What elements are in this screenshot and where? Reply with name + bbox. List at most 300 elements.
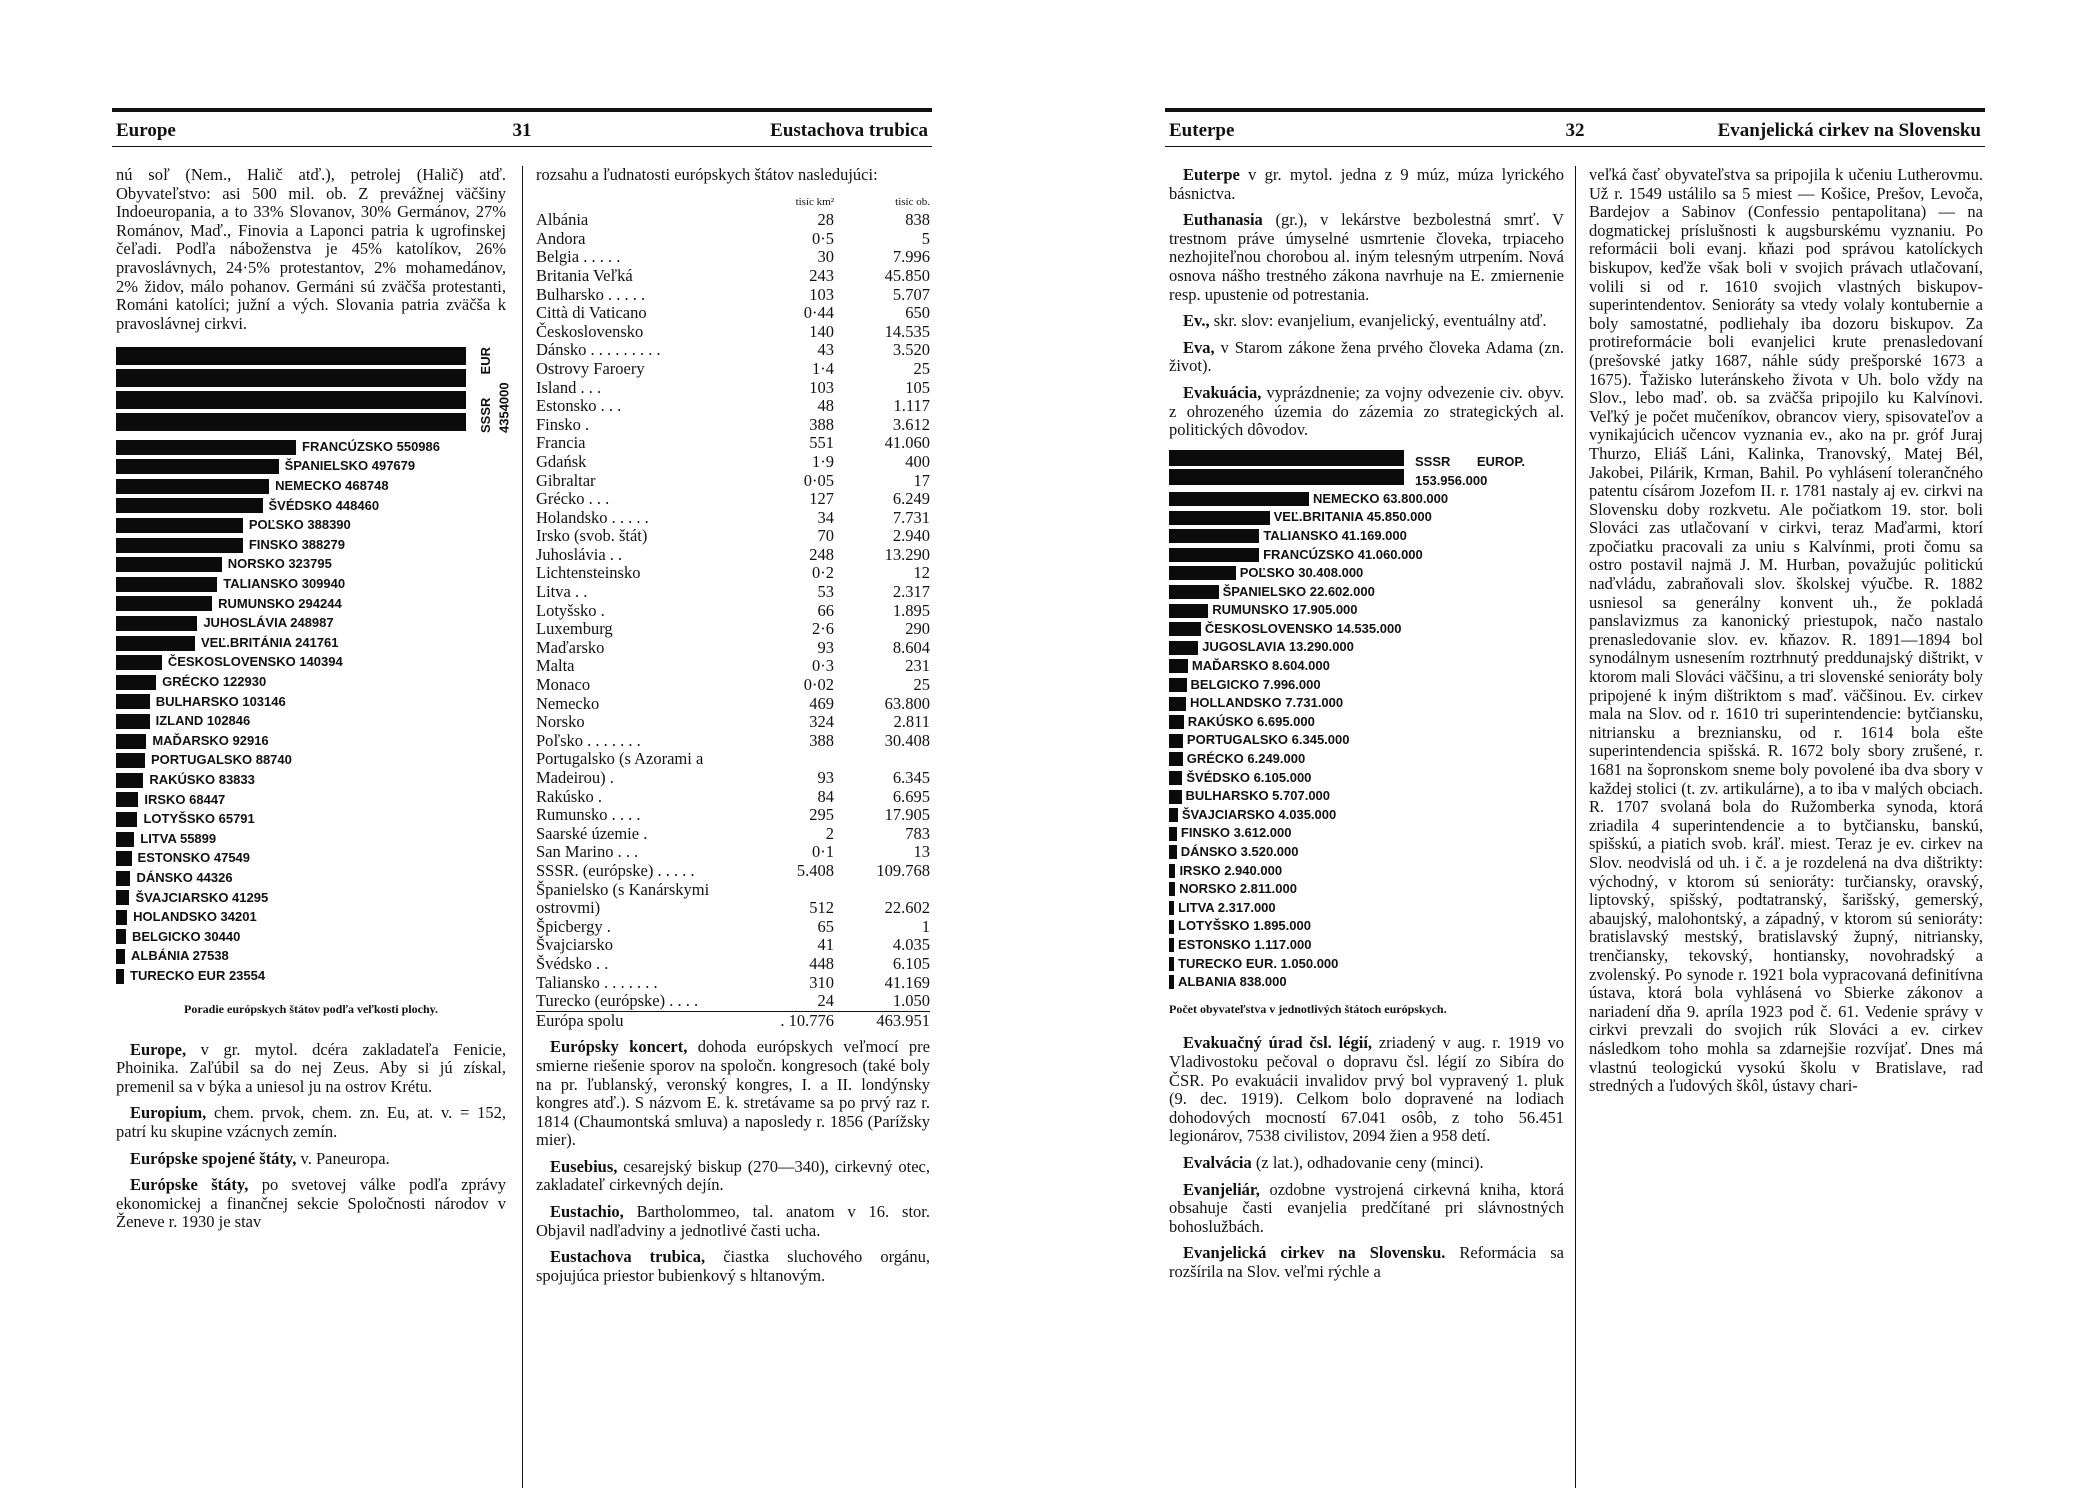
bar-row [116, 496, 506, 516]
state-area: 30 [817, 247, 834, 267]
bar [1169, 585, 1219, 599]
bar-row [116, 829, 506, 849]
bar-row [1169, 824, 1564, 843]
bar [116, 518, 243, 533]
bar [1169, 845, 1177, 859]
bar [1169, 659, 1188, 673]
bar [116, 694, 150, 709]
state-population: 6.695 [892, 786, 930, 806]
entry-headword: Eva, [1183, 337, 1215, 357]
state-population: 838 [905, 210, 930, 230]
bar [1169, 938, 1174, 952]
bar-row [116, 731, 506, 751]
bar-label: NEMECKO 63.800.000 [1313, 490, 1449, 506]
bar-label: IZLAND 102846 [155, 713, 251, 729]
state-name: Finsko . [536, 414, 590, 434]
state-name: Španielsko (s Kanárskymi [536, 879, 710, 899]
bar [116, 910, 127, 925]
bar [1169, 678, 1187, 692]
intro-text: nú soľ (Nem., Halič atď.), petrolej (Halič) atď. Obyvateľstvo: asi 500 mil. ob. Z prevážnej väčšiny Indoeuropania, a to 33% Slovanov, 30% Germánov, 27% Románov, Maď., Finovia a Laponci patria k ugrofinskej čeľadi. Podľa náboženstva je 45% katolíkov, 26% pravoslávnych, 24·5% protestantov, 2% mohamedánov, 2% židov, málo pohanov. Germáni sú zväčša protestanti, Románi katolíci; južní a vých. Slovania patria zväčša k pravoslávnej cirkvi. [116, 165, 506, 333]
state-population: 13 [913, 842, 930, 862]
bar [1169, 450, 1404, 466]
bar-label: DÁNSKO 3.520.000 [1180, 844, 1299, 859]
bar-row [1169, 713, 1564, 732]
bar [116, 969, 124, 984]
state-name: Dánsko . . . . . . . . . [536, 340, 661, 360]
bar [1169, 827, 1177, 841]
bar [1169, 882, 1175, 896]
table-row [536, 583, 930, 602]
table-row [536, 620, 930, 639]
population-chart-caption: Počet obyvateľstva v jednotlivých štátoch európskych. [1169, 1001, 1447, 1016]
state-population: 1.050 [892, 991, 930, 1011]
bar [116, 369, 466, 387]
right_page.entries_top-entry [1169, 339, 1564, 376]
state-area: 43 [817, 340, 834, 360]
header-left: Europe [116, 120, 176, 141]
entry-headword: Evalvácia [1183, 1152, 1252, 1172]
state-population: 30.408 [884, 730, 930, 750]
area-chart-caption: Poradie európskych štátov podľa veľkosti plochy. [184, 1001, 438, 1016]
state-population: 1.895 [892, 600, 930, 620]
bar [1169, 641, 1198, 655]
bar-row [1169, 546, 1564, 565]
bar-label: NORSKO 2.811.000 [1179, 881, 1297, 897]
bar-label: TURECKO EUR 23554 [130, 967, 266, 983]
state-name: Turecko (európske) . . . . [536, 991, 699, 1011]
state-name: Island . . . [536, 377, 602, 397]
bar-label: ŠPANIELSKO 22.602.000 [1222, 583, 1375, 599]
bar [1169, 920, 1174, 934]
state-population: 14.535 [884, 321, 930, 341]
state-name: ostrovmi) [536, 898, 601, 918]
entry-text: dohoda európskych veľmocí pre smierne riešenie sporov na spoločn. kongresoch (také boly na pr. ľublanský, veronský kongres, I. a II. londýnsky kongres atď.). S názvom E. k. stretávame sa po prvý raz r. 1814 (Chaumontská smluva) a naposledy r. 1856 (Parížsky mier). [536, 1037, 930, 1150]
state-area: 84 [817, 786, 834, 806]
state-population: 783 [905, 823, 930, 843]
bar [116, 655, 162, 670]
bar [116, 929, 126, 944]
bar [116, 413, 466, 431]
bar-row [116, 614, 506, 634]
area-chart [116, 347, 512, 986]
bar [116, 440, 296, 455]
table-row [536, 769, 930, 788]
state-area: 66 [817, 600, 834, 620]
state-area: 93 [817, 637, 834, 657]
left-entries [116, 1041, 506, 1232]
state-area: 469 [809, 693, 834, 713]
state-population: 41.060 [884, 433, 930, 453]
entry-headword: Evanjelická cirkev na Slovensku. [1183, 1243, 1446, 1263]
right_page.entries_bottom-entry [1169, 1181, 1564, 1237]
state-area: 388 [809, 730, 834, 750]
table-row [536, 862, 930, 881]
area-unit: tisíc km² [795, 195, 834, 208]
bar [1169, 975, 1174, 989]
bar-row [1169, 955, 1564, 974]
bar-row [1169, 490, 1564, 509]
bar-label: TURECKO EUR. 1.050.000 [1178, 955, 1339, 971]
state-area: 324 [809, 712, 834, 732]
bar [116, 347, 466, 365]
total-area: . 10.776 [780, 1010, 834, 1030]
state-population: 400 [905, 451, 930, 471]
bar-label: ČESKOSLOVENSKO 14.535.000 [1204, 620, 1402, 636]
state-area: 103 [809, 284, 834, 304]
state-population: 12 [913, 563, 930, 583]
state-population: 109.768 [876, 860, 930, 880]
bar-label: ESTONSKO 47549 [137, 850, 251, 866]
entry-text: chem. prvok, chem. zn. Eu, at. v. = 152, patrí ku skupine vzácnych zemín. [116, 1103, 506, 1141]
bar-label: ŠVAJCIARSKO 41295 [135, 889, 269, 905]
table-row [536, 360, 930, 379]
entry-text: skr. slov: evanjelium, evanjelický, eventuálny atď. [1209, 311, 1547, 331]
header-right: Eustachova trubica [770, 120, 928, 141]
state-name: Gibraltar [536, 470, 596, 490]
entry-text: Reformácia sa rozšírila na Slov. veľmi rýchle a [1169, 1243, 1564, 1281]
bar [1169, 901, 1174, 915]
header-right: Evanjelická cirkev na Slovensku [1717, 120, 1981, 141]
state-name: Estonsko . . . [536, 396, 622, 416]
entry-text: v gr. mytol. dcéra zakladateľa Fenicie, Phoinika. Zaľúbil sa do nej Zeus. Aby si jú získal, premenil sa v býka a uniesol ju na ostrov Krétu. [116, 1039, 506, 1096]
state-population: 7.996 [892, 247, 930, 267]
bar-row [1169, 899, 1564, 918]
entry-headword: Evakuácia, [1183, 382, 1262, 402]
bar [116, 538, 243, 553]
state-area: 295 [809, 805, 834, 825]
population-chart [1169, 450, 1564, 992]
bar-row [1169, 508, 1564, 527]
bar-row [116, 633, 506, 653]
state-name: Juhoslávia . . [536, 544, 623, 564]
table-row [536, 788, 930, 807]
page-number: 32 [1565, 120, 1585, 141]
state-population: 1 [921, 916, 930, 936]
bar-label: RAKÚSKO 83833 [149, 771, 255, 787]
state-name: Gdańsk [536, 451, 587, 471]
entry-text: (gr.), v lekárstve bezbolestná smrť. V trestnom práve úmyselné usmrtenie človeka, trpiaceho nezhojiteľnou chorobou al. iným telesným utrpením. Nová osnova nášho trestného zákona navrhuje na E. zmiernenie resp. upustenie od potrestania. [1169, 210, 1564, 304]
bar [1169, 604, 1208, 618]
state-name: Litva . . [536, 582, 588, 602]
bar-row [1169, 601, 1564, 620]
total-label: Európa spolu [536, 1010, 624, 1030]
bar-row [1169, 620, 1564, 639]
bar-label: BULHARSKO 5.707.000 [1185, 788, 1331, 804]
bar-label: RAKÚSKO 6.695.000 [1187, 713, 1315, 729]
entry-text: po svetovej válke podľa zprávy ekonomickej a finančnej sekcie Spoločnosti národov v Ženeve r. 1930 je stav [116, 1175, 507, 1232]
entry-headword: Európske štáty, [130, 1175, 249, 1195]
entry-text: (z lat.), odhadovanie ceny (minci). [1251, 1152, 1484, 1172]
table-row [536, 341, 930, 360]
entry-headword: Ev., [1183, 311, 1210, 331]
state-name: Švajciarsko [536, 935, 613, 955]
bar-label: ŠVÉDSKO 6.105.000 [1186, 769, 1312, 785]
bar-row [116, 888, 506, 908]
bar-label: ŠPANIELSKO 497679 [284, 458, 416, 474]
entry-headword: Europium, [130, 1103, 207, 1123]
bar-row [116, 594, 506, 614]
bar-row [1169, 638, 1564, 657]
state-population: 231 [905, 656, 930, 676]
state-area: 310 [809, 972, 834, 992]
left_page.entries-entry [116, 1104, 506, 1141]
table-row [536, 881, 930, 900]
state-name: Rumunsko . . . . [536, 805, 641, 825]
states-table [536, 193, 930, 1031]
state-name: Malta [536, 656, 575, 676]
state-population: 8.604 [892, 637, 930, 657]
state-population: 17.905 [884, 805, 930, 825]
bar-row [1169, 694, 1564, 713]
left-column [116, 165, 512, 1240]
state-name: Norsko [536, 712, 585, 732]
table-row [536, 602, 930, 621]
table-row [536, 286, 930, 305]
bar-label: JUGOSLAVIA 13.290.000 [1202, 639, 1354, 655]
table-row [536, 546, 930, 565]
bar-row [116, 751, 506, 771]
bar-row [116, 849, 506, 869]
state-name: Belgia . . . . . [536, 247, 621, 267]
bar-row [116, 927, 506, 947]
bar-row [1169, 843, 1564, 862]
bar-label: POĽSKO 388390 [248, 517, 351, 533]
state-name: Holandsko . . . . . [536, 507, 649, 527]
entries-bottom [1169, 1034, 1564, 1281]
state-name: Madeirou) . [536, 768, 614, 787]
entry-headword: Eustachio, [550, 1202, 624, 1222]
entry-text: v. Paneuropa. [296, 1148, 390, 1168]
bar [116, 636, 195, 651]
table-intro: rozsahu a ľudnatosti európskych štátov nasledujúci: [536, 165, 878, 184]
bar-row [116, 516, 506, 536]
state-population: 25 [913, 358, 930, 378]
table-row [536, 267, 930, 286]
table-row [536, 379, 930, 398]
state-name: Irsko (svob. štát) [536, 526, 648, 546]
bar-row [116, 457, 506, 477]
bar-row [116, 810, 506, 830]
bar-label: BELGICKO 30440 [131, 928, 241, 944]
bar-label: IRSKO 68447 [144, 791, 226, 807]
state-area: 24 [817, 991, 834, 1011]
right-column [1589, 166, 1983, 1104]
bar-row [116, 535, 506, 555]
top-rule [1165, 108, 1985, 112]
column-divider [522, 166, 523, 1488]
entry-headword: Evakuačný úrad čsl. légií, [1183, 1033, 1373, 1053]
bar [116, 714, 150, 729]
bar-label: BULHARSKO 103146 [155, 693, 286, 709]
bar-row [116, 555, 506, 575]
bar-label: NEMECKO 468748 [275, 478, 389, 494]
bar [1169, 752, 1183, 766]
bar-label: ŠVAJCIARSKO 4.035.000 [1181, 806, 1337, 822]
bar-label: ŠVÉDSKO 448460 [268, 497, 380, 513]
bar-label: PORTUGALSKO 88740 [150, 752, 292, 768]
right-entries [536, 1038, 930, 1285]
table-total-row [536, 1011, 930, 1030]
state-population: 2.940 [892, 526, 930, 546]
bar [116, 832, 134, 847]
state-name: Špicbergy . [536, 916, 611, 936]
left_page.entries-entry [116, 1150, 506, 1169]
bar [116, 851, 132, 866]
state-name: Rakúsko . [536, 786, 602, 806]
bar-label: GRÉCKO 6.249.000 [1186, 751, 1306, 767]
right_page.entries_top-entry [1169, 211, 1564, 304]
state-area: 93 [817, 768, 834, 787]
bar [1169, 715, 1184, 729]
bar [116, 557, 222, 572]
bar-row [1169, 527, 1564, 546]
bar [1169, 511, 1270, 525]
bar-label: HOLANDSKO 34201 [133, 909, 257, 925]
bar-label: RUMUNSKO 294244 [218, 595, 342, 611]
state-area [744, 881, 840, 900]
bar-row [1169, 583, 1564, 602]
state-area: 1·4 [812, 358, 834, 378]
entry-text: vyprázdnenie; za vojny odvezenie civ. obyv. z ohrozeného územia do zázemia zo strategických al. politických dôvodov. [1169, 382, 1564, 440]
bar-row [116, 868, 506, 888]
table-row [536, 992, 930, 1011]
state-population: 2.811 [893, 712, 930, 732]
table-row [536, 899, 930, 918]
right_page.entries_bottom-entry [1169, 1034, 1564, 1146]
evangelical-text: veľká časť obyvateľstva sa pripojila k učeniu Lutherovmu. Už r. 1549 ustálilo sa 5 miest — Košice, Prešov, Levoča, Bardejov a Sabinov (Confessio pentapolitana) — na dogmatickej príslušnosti k augsburskému vyznaniu. Po reformácii boli evanj. kňazi pod správou katolíckych biskupov, keďže však boli v svojich právach utlačovaní, volili si od r. 1610 svojich vlastných biskupov-superintendentov. Senioráty sa vtedy volaly kontubernie a boly samostatné, podliehaly iba dozoru biskupov. Za protireformácie boli evanjelici krute prenasledovaní (prešovské jatky 1687, náhle súdy prešporské 1673 a 1675). Ťažisko luteránskeho života v Uh. bolo vždy na Slov., lebo maď. ob. sa zväčša pripojilo ku Kalvínovi. Veľký je počet mučeníkov, obrancov viery, spisovateľov a vynikajúcich učencov vyznania ev., ako na pr. gróf Juraj Thurzo, Eliáš Láni, Kalinka, Tranovský, Matej Bél, Jakobei, Pilárik, Krman, Bahil. Po vyhlásení tolerančného patentu císárom Jozefom II. r. 1781 nastaly aj ev. cirkvi na Slovensku doby rozkvetu. Ale počiatkom 19. stor. boli Slováci zas utlačovaní v cirkvi, teraz Maďarmi, ktorí zpočiatku pracovali za uniu s Kalvínmi, proti čomu sa ostro postavil najmä J. M. Hurban, považujúc politickú naďvládu, zabraňovali slov. školskej výučbe. R. 1882 usniesol sa generálny konvent uh., že pokladá panslavizmus za kanonický priestupok, načo nastalo prenasledovanie slov. ev. kňazov. R. 1891—1894 bol synodálnym usnesením roztrhnutý preddunajský dištrikt, v ktorom mali Slováci väčšinu, a tri slovenské senioráty boly pripojené k iným dištriktom s maď. väčšinou. Ev. cirkev mala na Slov. od r. 1610 tri superintendencie: bytčiansku, nitriansku a brezniansku, od r. 1614 bola ešte superintendencia spišská. R. 1672 boly sbory zrušené, r. 1681 na šopronskom sneme boly povolené iba dva sbory v každej stolici (t. zv. artikulárne), a to iba v malých obciach. R. 1707 svolaná bola do Ružomberka synoda, ktorá zriadila 4 superintendencie a to bytčiansku, banskú, spišskú, a piatich svob. kráľ. miest. Teraz je ev. cirkev na Slov. neodvislá od uh. i č. a je rozdelená na dva dištrikty: východný, v ktorom sú senioráty: turčiansky, oravský, liptovský, spišský, podtatranský, šarišský, gemerský, abaujský, malohontský, a západný, v ktorom sú senioráty: bratislavský mestský, bratislavský župný, nitriansky, trenčiansky, tekovský, hontiansky, novohradský a zvolenský. Po synode r. 1921 bola vypracovaná definitívna ústava, ktorá bola vyhlásená vo Sbierke zákonov a nariadení dňa 9. apríla 1923 pod č. 61. Vedenie správy v cirkvi prevzali do svojich rúk Slováci a ev. cirkev následkom toho mohla sa zdarnejšie rozvíjať. Dnes má vlastnú teologickú vysokú školu v Bratislave, rad stredných a ľudových škôl, ústavy chari- [1589, 165, 1983, 1096]
bar-label: LOTYŠSKO 65791 [143, 811, 255, 827]
state-population: 105 [905, 377, 930, 397]
right-page [1165, 108, 1985, 1488]
state-area: 0·44 [803, 303, 834, 323]
entry-headword: Eusebius, [550, 1156, 618, 1176]
bar-row [1169, 787, 1564, 806]
bar-label: POĽSKO 30.408.000 [1239, 565, 1364, 581]
table-head-row [536, 193, 930, 212]
entry-headword: Euterpe [1183, 165, 1240, 184]
state-area: 70 [817, 526, 834, 546]
bar-row [116, 770, 506, 790]
entry-text: Bartholommeo, tal. anatom v 16. stor. Objavil nadľadviny a jednotlivé časti ucha. [536, 1202, 930, 1240]
header-left: Euterpe [1169, 120, 1235, 141]
state-name: Grécko . . . [536, 489, 610, 509]
bar-row [1169, 676, 1564, 695]
bar [1169, 469, 1404, 485]
state-area: 5.408 [796, 860, 834, 880]
entry-headword: Európsky koncert, [550, 1037, 688, 1057]
bar-row [116, 790, 506, 810]
bar [116, 753, 145, 768]
state-area: 48 [817, 396, 834, 416]
bar-row [116, 477, 506, 497]
bar [116, 949, 125, 964]
bar [1169, 957, 1174, 971]
state-area: 65 [817, 916, 834, 936]
bar [1169, 566, 1236, 580]
state-name: San Marino . . . [536, 842, 639, 862]
bar-label: JUHOSLÁVIA 248987 [203, 615, 334, 631]
bar [1169, 790, 1182, 804]
table-row [536, 806, 930, 825]
state-population [840, 881, 930, 900]
entry-text: v Starom zákone žena prvého človeka Adama (zn. život). [1169, 337, 1564, 376]
bar-label: SSSR EUR 4354000 [478, 347, 512, 434]
entry-headword: Eustachova trubica, [550, 1247, 706, 1267]
bar-row [1169, 450, 1564, 490]
table-row [536, 918, 930, 937]
state-area: 0·3 [812, 656, 834, 676]
bar-label: IRSKO 2.940.000 [1179, 862, 1283, 878]
table-row [536, 676, 930, 695]
state-area: 2·6 [812, 619, 834, 639]
bar-label: VEĽ.BRITANIA 45.850.000 [1273, 509, 1432, 525]
state-area: 388 [809, 414, 834, 434]
bar-row [1169, 806, 1564, 825]
state-area: 0·05 [803, 470, 834, 490]
total-pop: 463.951 [876, 1010, 930, 1030]
bar [1169, 771, 1182, 785]
table-row [536, 695, 930, 714]
bar-row [1169, 750, 1564, 769]
bar [1169, 492, 1309, 506]
state-area: 53 [817, 582, 834, 602]
bar-label: GRÉCKO 122930 [162, 673, 267, 689]
bar [116, 596, 212, 611]
bar-row [1169, 880, 1564, 899]
table-row [536, 453, 930, 472]
bar-row [116, 947, 506, 967]
state-area: 248 [809, 544, 834, 564]
state-area: 2 [825, 823, 834, 843]
state-area: 41 [817, 935, 834, 955]
bar [116, 890, 129, 905]
state-population: 63.800 [884, 693, 930, 713]
state-population: 5.707 [892, 284, 930, 304]
bar-row [116, 712, 506, 732]
right_page.entries_bottom-entry [1169, 1154, 1564, 1173]
bar [1169, 622, 1201, 636]
table-row [536, 750, 930, 769]
header-rule [1165, 146, 1985, 147]
bar [116, 675, 156, 690]
state-population: 5 [921, 228, 930, 248]
entry-headword: Europe, [130, 1039, 187, 1059]
table-row [536, 825, 930, 844]
table-row [536, 713, 930, 732]
table-row [536, 472, 930, 491]
entries-top [1169, 166, 1564, 440]
bar [1169, 697, 1186, 711]
bar-row [1169, 973, 1564, 992]
bar [1169, 864, 1175, 878]
state-name: Lotyšsko . [536, 600, 605, 620]
right_page.entries_top-entry [1169, 312, 1564, 331]
table-row [536, 527, 930, 546]
state-name: Taliansko . . . . . . . [536, 972, 658, 992]
table-row [536, 397, 930, 416]
entry-text: zriadený v aug. r. 1919 vo Vladivostoku pečoval o dopravu čsl. légií zo Sibíra do ČSR. Po evakuácii invalidov prvý bol vypravený 1. pluk (9. dec. 1919). Celkom bolo dopravené na lodiach dohodových mocností 67.041 osôb, z toho 56.451 legionárov, 7538 civilistov, 2094 žien a 958 detí. [1169, 1033, 1564, 1146]
state-population: 650 [905, 303, 930, 323]
state-population: 4.035 [892, 935, 930, 955]
table-row [536, 304, 930, 323]
table-row [536, 211, 930, 230]
state-area: 0·1 [812, 842, 834, 862]
bar-row [1169, 564, 1564, 583]
bar-label: BELGICKO 7.996.000 [1190, 676, 1321, 692]
bar-label: TALIANSKO 309940 [223, 576, 346, 591]
bar [1169, 808, 1178, 822]
right_page.entries_top-entry [1169, 166, 1564, 203]
